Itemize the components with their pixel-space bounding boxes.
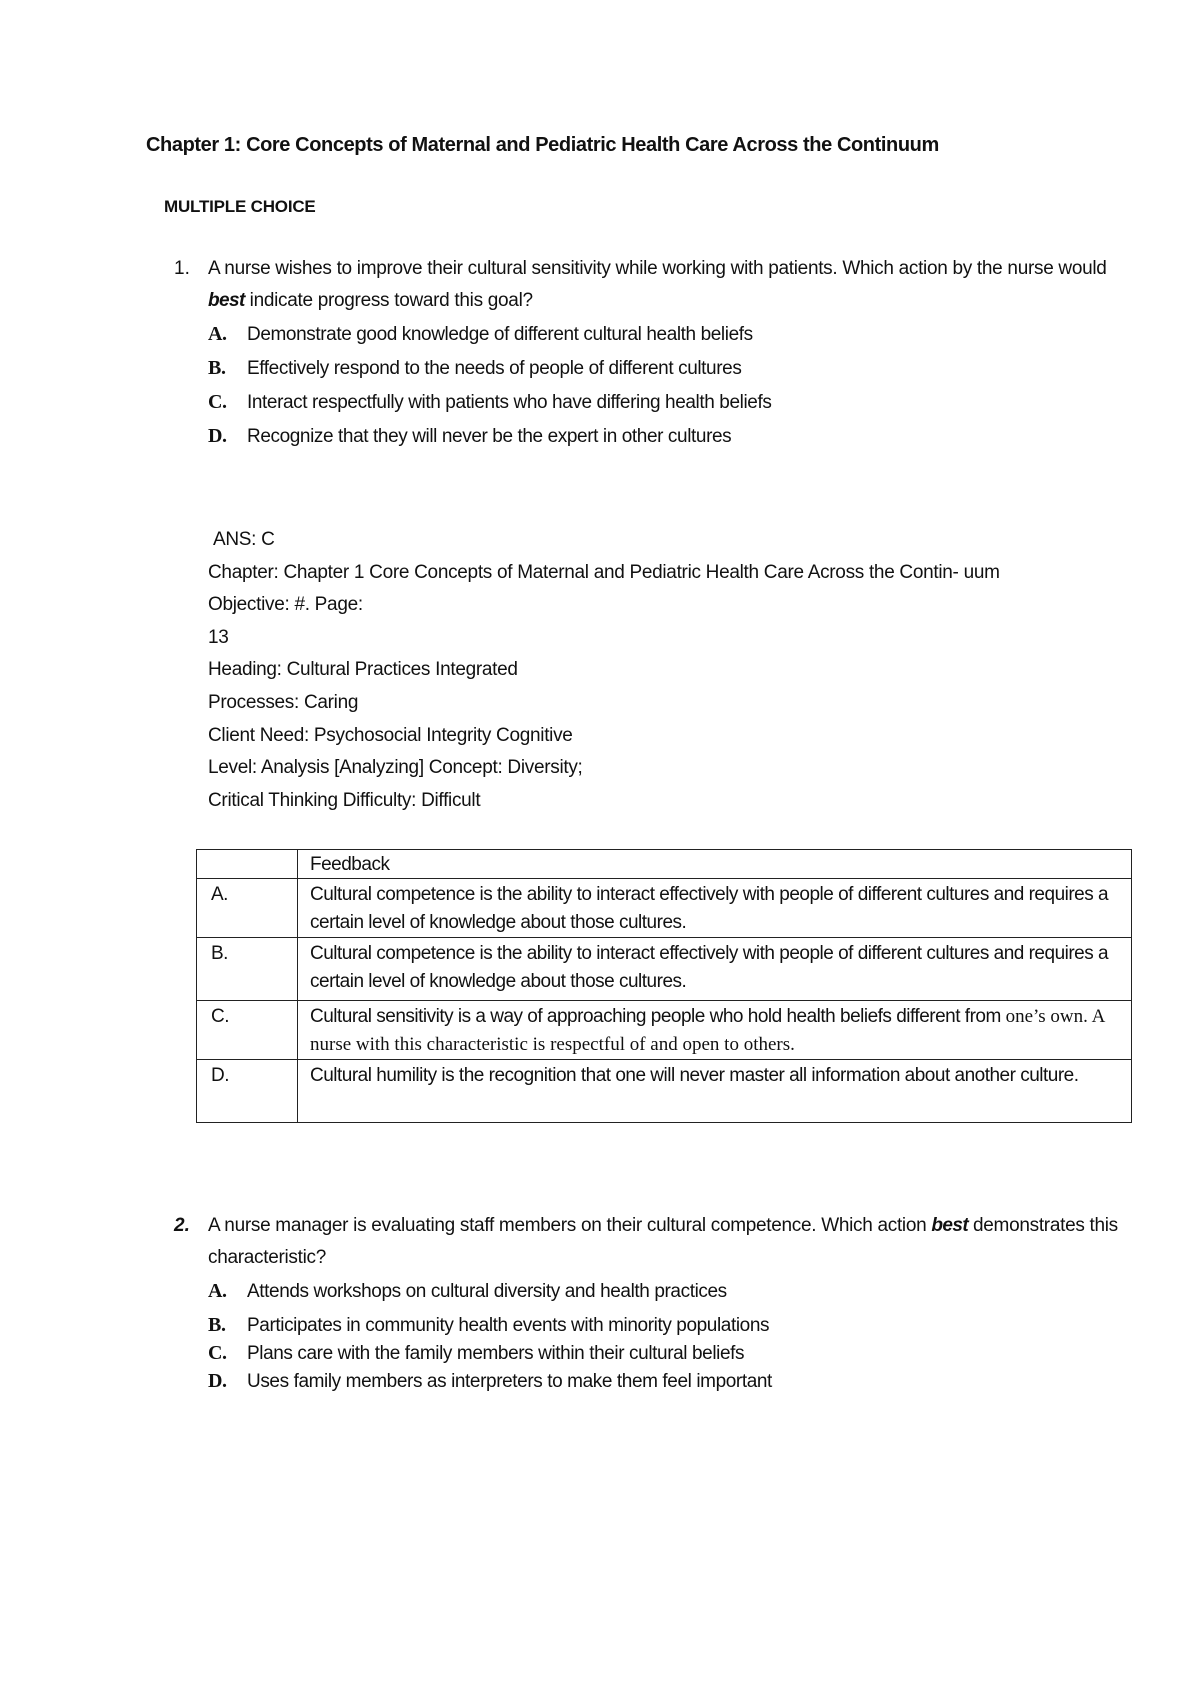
stem-emphasis: best xyxy=(931,1215,969,1236)
feedback-letter: C. xyxy=(197,1001,298,1060)
answer-heading: Heading: Cultural Practices Integrated xyxy=(208,659,518,681)
option-letter: B. xyxy=(208,1314,226,1336)
feedback-letter: B. xyxy=(197,938,298,1001)
answer-difficulty: Critical Thinking Difficulty: Difficult xyxy=(208,789,481,811)
answer-client-need: Client Need: Psychosocial Integrity Cognitive xyxy=(208,724,573,746)
option-a[interactable] xyxy=(208,1280,727,1303)
option-letter: B. xyxy=(208,357,226,379)
question-stem xyxy=(208,253,1128,317)
option-c[interactable] xyxy=(208,391,771,414)
answer-level: Level: Analysis [Analyzing] Concept: Diversity; xyxy=(208,757,583,779)
feedback-letter: A. xyxy=(197,879,298,938)
option-text: Interact respectfully with patients who have differing health beliefs xyxy=(247,392,772,413)
stem-emphasis: best xyxy=(208,290,245,311)
question-number: 2. xyxy=(174,1215,190,1236)
section-heading: MULTIPLE CHOICE xyxy=(164,197,316,216)
option-letter: D. xyxy=(208,1370,227,1392)
option-d[interactable] xyxy=(208,1370,772,1393)
option-letter: D. xyxy=(208,425,227,447)
feedback-text xyxy=(298,1060,1132,1123)
feedback-text xyxy=(298,1001,1132,1060)
option-text: Plans care with the family members within their cultural beliefs xyxy=(247,1343,745,1364)
option-text: Recognize that they will never be the expert in other cultures xyxy=(247,426,732,447)
table-header-row xyxy=(197,850,1132,879)
feedback-letter: D. xyxy=(197,1060,298,1123)
option-letter: A. xyxy=(208,1280,227,1302)
table-row xyxy=(197,1060,1132,1123)
stem-text: A nurse wishes to improve their cultural sensitivity while working with patients. Which action by the nurse would xyxy=(208,258,1107,279)
table-header-cell: Feedback xyxy=(298,850,1132,879)
option-b[interactable] xyxy=(208,357,741,380)
option-text: Demonstrate good knowledge of different cultural health beliefs xyxy=(247,324,753,345)
option-letter: C. xyxy=(208,1342,227,1364)
feedback-text-content: one’s own. A nurse with this characteristic is respectful of and open to others. xyxy=(310,1006,1105,1055)
answer-processes: Processes: Caring xyxy=(208,691,359,713)
chapter-title: Chapter 1: Core Concepts of Maternal and Pediatric Health Care Across the Continuum xyxy=(146,134,939,156)
stem-text: A nurse manager is evaluating staff members on their cultural competence. Which action xyxy=(208,1215,932,1236)
option-d[interactable] xyxy=(208,425,731,448)
option-text: Effectively respond to the needs of people of different cultures xyxy=(247,358,742,379)
table-row xyxy=(197,1001,1132,1060)
answer-metadata xyxy=(208,524,1000,817)
feedback-text-content: Cultural humility is the recognition that one will never master all information about another culture. xyxy=(310,1065,1079,1086)
feedback-table xyxy=(196,849,1132,1123)
table-row xyxy=(197,879,1132,938)
option-text: Attends workshops on cultural diversity and health practices xyxy=(247,1281,727,1302)
stem-text: demonstrates this characteristic? xyxy=(208,1215,1118,1268)
answer-key: ANS: C xyxy=(213,529,275,550)
option-letter: C. xyxy=(208,391,227,413)
feedback-text xyxy=(298,879,1132,938)
feedback-text-content: Cultural sensitivity is a way of approaching people who hold health beliefs different from xyxy=(310,1006,1006,1027)
question-number: 1. xyxy=(174,258,190,279)
question-stem xyxy=(208,1210,1128,1274)
option-letter: A. xyxy=(208,323,227,345)
stem-text: indicate progress toward this goal? xyxy=(244,290,533,311)
option-a[interactable] xyxy=(208,323,753,346)
option-b[interactable] xyxy=(208,1314,769,1337)
answer-objective: Objective: #. Page: xyxy=(208,594,363,616)
answer-chapter: Chapter: Chapter 1 Core Concepts of Maternal and Pediatric Health Care Across the Contin- uum xyxy=(208,561,1000,583)
feedback-text-content: Cultural competence is the ability to interact effectively with people of different cultures and requires a certain level of knowledge about those cultures. xyxy=(310,943,1109,992)
option-text: Uses family members as interpreters to make them feel important xyxy=(247,1371,772,1392)
table-header-cell xyxy=(197,850,298,879)
feedback-text xyxy=(298,938,1132,1001)
option-c[interactable] xyxy=(208,1342,744,1365)
answer-page: 13 xyxy=(208,626,229,648)
table-row xyxy=(197,938,1132,1001)
feedback-text-content: Cultural competence is the ability to interact effectively with people of different cultures and requires a certain level of knowledge about those cultures. xyxy=(310,884,1109,933)
option-text: Participates in community health events with minority populations xyxy=(247,1315,770,1336)
